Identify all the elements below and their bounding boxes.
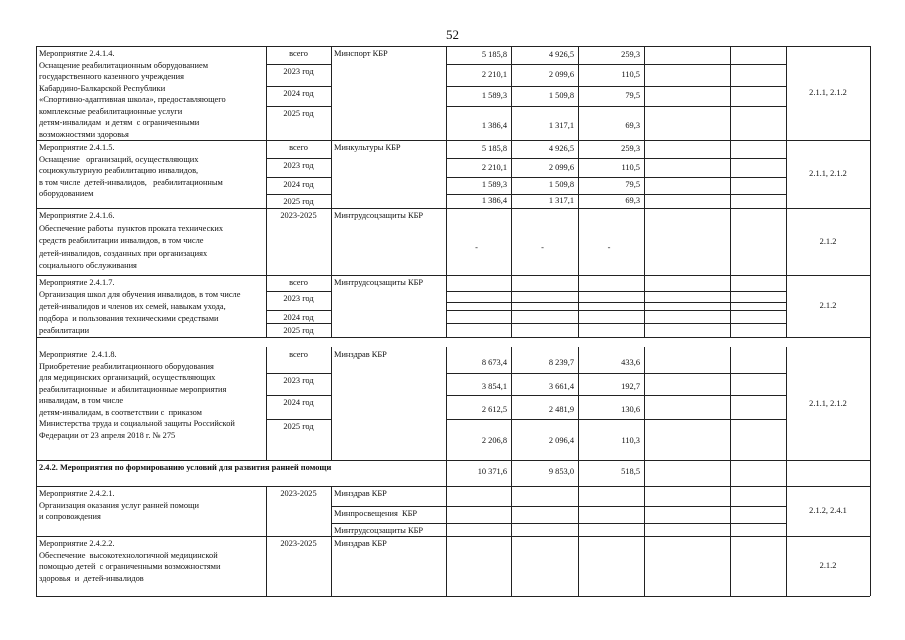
period-label: 2023-2025	[280, 539, 317, 548]
column-rule	[511, 486, 512, 536]
value-cell: 1 509,8	[548, 91, 574, 100]
column-rule	[730, 140, 731, 208]
value-row-rule	[446, 158, 786, 159]
value-cell: 130,6	[621, 405, 640, 414]
column-rule	[446, 275, 447, 337]
period-row-rule	[266, 64, 331, 65]
column-rule	[730, 208, 731, 275]
executor-label: Минтрудсоцзащиты КБР	[334, 211, 424, 220]
period-label: всего	[289, 49, 308, 58]
period-label: 2025 год	[283, 422, 314, 431]
measure-title-line: Мероприятие 2.4.2.1.	[39, 489, 115, 498]
column-rule	[331, 208, 332, 275]
measure-title-line: детей-инвалидов, созданных при организациях	[39, 248, 208, 258]
measure-title-line: Организация школ для обучения инвалидов, в том числе	[39, 290, 241, 299]
measure-title-line: здоровья и детей-инвалидов	[39, 573, 144, 583]
period-label: всего	[289, 143, 308, 152]
value-cell: 3 661,4	[548, 382, 574, 391]
value-cell: 259,3	[621, 144, 640, 153]
period-label: 2023 год	[283, 376, 314, 385]
measure-title-line: Федерации от 23 апреля 2018 г. № 275	[39, 430, 176, 440]
value-cell: 3 854,1	[481, 382, 507, 391]
column-rule	[446, 536, 447, 596]
measure-title-line: Мероприятие 2.4.1.5.	[39, 143, 115, 152]
measure-title-line: Кабардино-Балкарской Республики	[39, 83, 166, 93]
measure-title-line: «Спортивно-адаптивная школа», предоставляющего	[39, 95, 226, 104]
period-label: 2024 год	[283, 89, 314, 98]
value-cell: 2 210,1	[481, 70, 507, 79]
period-row-rule	[266, 419, 331, 420]
column-rule	[578, 275, 579, 337]
period-label: 2023-2025	[280, 211, 317, 220]
measure-title-line: помощью детей с ограниченными возможностями	[39, 562, 221, 571]
column-rule	[730, 275, 731, 337]
period-label: всего	[289, 350, 308, 359]
value-cell: 2 481,9	[548, 405, 574, 414]
measure-title-line: Оснащение организаций, осуществляющих	[39, 154, 199, 164]
value-cell: 1 589,3	[481, 91, 507, 100]
section-separator	[36, 486, 870, 487]
value-cell: 1 509,8	[548, 180, 574, 189]
value-row-rule	[446, 419, 786, 420]
measure-separator	[36, 275, 870, 276]
section-value: 10 371,6	[477, 467, 507, 476]
measure-title-line: и сопровождения	[39, 512, 101, 521]
value-row-rule	[446, 291, 786, 292]
measure-separator	[36, 536, 870, 537]
value-cell: 79,5	[625, 180, 640, 189]
period-row-rule	[266, 291, 331, 292]
measure-title-line: детям-инвалидам, в соответствии с приказом	[39, 407, 202, 417]
value-cell: 2 099,6	[548, 70, 574, 79]
executor-label: Минздрав КБР	[334, 350, 387, 359]
period-row-rule	[266, 106, 331, 107]
period-row-rule	[266, 310, 331, 311]
executor-row-rule	[331, 506, 786, 507]
value-cell: 5 185,8	[481, 144, 507, 153]
section-value: 9 853,0	[548, 467, 574, 476]
value-cell: 1 317,1	[548, 121, 574, 130]
value-cell: 69,3	[625, 196, 640, 205]
period-label: 2024 год	[283, 313, 314, 322]
column-rule	[331, 46, 332, 140]
column-rule	[644, 347, 645, 460]
column-rule	[644, 140, 645, 208]
column-rule	[511, 275, 512, 337]
table-bottom-rule	[36, 596, 870, 597]
column-rule	[578, 536, 579, 596]
column-rule	[511, 536, 512, 596]
measure-title-line: социального обслуживания	[39, 261, 137, 270]
value-cell: 8 239,7	[548, 358, 574, 367]
section-title: 2.4.2. Мероприятия по формированию условий для развития ранней помощи	[39, 463, 332, 472]
column-rule	[644, 208, 645, 275]
period-label: 2024 год	[283, 180, 314, 189]
measure-separator	[36, 208, 870, 209]
measure-title-line: средств реабилитации инвалидов, в том числе	[39, 236, 204, 245]
value-row-rule	[446, 177, 786, 178]
value-cell: 110,5	[621, 70, 640, 79]
value-cell: 110,3	[621, 436, 640, 445]
period-row-rule	[266, 86, 331, 87]
measure-title-line: Организация оказания услуг ранней помощи	[39, 500, 199, 510]
value-cell: 2 096,4	[548, 436, 574, 445]
column-rule	[644, 275, 645, 337]
measures-table	[36, 46, 870, 596]
period-label: 2025 год	[283, 326, 314, 335]
value-cell: 2 099,6	[548, 163, 574, 172]
value-row-rule	[446, 373, 786, 374]
measure-title-line: Обеспечение работы пунктов проката технических	[39, 223, 224, 233]
indicator-codes: 2.1.2	[819, 236, 837, 246]
table-top-rule	[36, 46, 870, 47]
column-rule	[446, 486, 447, 536]
measure-title-line: Мероприятие 2.4.1.6.	[39, 211, 115, 220]
value-row-rule	[446, 86, 786, 87]
section-value: 518,5	[621, 467, 640, 476]
page-number: 52	[446, 27, 459, 42]
indicator-codes: 2.1.2, 2.4.1	[809, 506, 847, 515]
value-row-rule	[446, 323, 786, 324]
value-cell: 1 317,1	[548, 196, 574, 205]
measure-title-line: для медицинских организаций, осуществляющих	[39, 373, 216, 382]
indicator-codes: 2.1.1, 2.1.2	[809, 169, 847, 178]
value-row-rule	[446, 106, 786, 107]
period-row-rule	[266, 395, 331, 396]
period-label: 2024 год	[283, 398, 314, 407]
measure-title-line: Мероприятие 2.4.2.2.	[39, 539, 115, 548]
value-cell: 8 673,4	[481, 358, 507, 367]
value-cell: -	[475, 243, 478, 252]
executor-label: Минздрав КБР	[334, 489, 387, 498]
value-cell: 4 926,5	[548, 50, 574, 59]
measure-title-line: реабилитации	[39, 326, 90, 335]
executor-label: Минкультуры КБР	[334, 143, 401, 152]
value-cell: 110,5	[621, 163, 640, 172]
indicator-codes: 2.1.2	[819, 301, 837, 310]
measure-title-line: социокультурную реабилитацию инвалидов,	[39, 166, 199, 175]
indicator-codes: 2.1.2	[819, 561, 837, 570]
value-row-rule	[446, 395, 786, 396]
measure-title-line: реабилитационные и абилитационные мероприятия	[39, 384, 227, 394]
period-label: 2025 год	[283, 197, 314, 206]
measure-separator	[36, 460, 870, 461]
measure-title-line: Мероприятие 2.4.1.7.	[39, 278, 115, 287]
value-row-rule	[446, 64, 786, 65]
measure-title-line: оборудованием	[39, 189, 94, 198]
column-rule	[331, 347, 332, 460]
value-cell: 433,6	[621, 358, 640, 367]
measure-title-line: комплексные реабилитационные услуги	[39, 106, 183, 116]
measure-title-line: Приобретение реабилитационного оборудования	[39, 361, 214, 371]
executor-label: Минспорт КБР	[334, 49, 388, 58]
value-cell: 259,3	[621, 50, 640, 59]
measure-title-line: в том числе детей-инвалидов, реабилитационным	[39, 177, 223, 187]
value-cell: 1 589,3	[481, 180, 507, 189]
period-label: всего	[289, 278, 308, 287]
table-right-rule	[870, 46, 871, 596]
column-rule	[730, 486, 731, 536]
value-cell: 2 210,1	[481, 163, 507, 172]
value-row-rule	[446, 310, 786, 311]
executor-label: Минпросвещения КБР	[334, 509, 418, 518]
column-rule	[786, 460, 787, 486]
column-rule	[644, 536, 645, 596]
measure-title-line: подбора и пользования техническими средствами	[39, 314, 219, 323]
value-cell: -	[607, 243, 611, 252]
column-rule	[730, 460, 731, 486]
value-cell: 1 386,4	[481, 196, 507, 205]
value-cell: 1 386,4	[481, 121, 507, 130]
column-rule	[644, 486, 645, 536]
measure-separator	[36, 337, 870, 338]
column-rule	[331, 486, 332, 536]
value-cell: 79,5	[625, 91, 640, 100]
value-row-rule	[446, 302, 786, 303]
period-label: 2023 год	[283, 67, 314, 76]
indicator-codes: 2.1.1, 2.1.2	[809, 398, 847, 408]
period-label: 2023-2025	[280, 489, 317, 498]
column-rule	[331, 275, 332, 337]
period-row-rule	[266, 177, 331, 178]
period-row-rule	[266, 373, 331, 374]
measure-title-line: детям-инвалидам и детям с ограниченными	[39, 118, 200, 127]
value-cell: 2 206,8	[481, 436, 507, 445]
column-rule	[730, 347, 731, 460]
value-cell: 4 926,5	[548, 144, 574, 153]
measure-title-line: инвалидам, в том числе	[39, 396, 124, 405]
column-rule	[578, 486, 579, 536]
measure-title-line: детей-инвалидов и членов их семей, навыкам ухода,	[39, 302, 226, 311]
period-label: 2025 год	[283, 109, 314, 118]
period-label: 2023 год	[283, 294, 314, 303]
measure-title-line: Оснащение реабилитационным оборудованием	[39, 60, 209, 70]
value-cell: 192,7	[621, 382, 640, 391]
column-rule	[644, 460, 645, 486]
indicator-codes: 2.1.1, 2.1.2	[809, 88, 847, 97]
measure-title-line: Мероприятие 2.4.1.4.	[39, 49, 115, 58]
period-row-rule	[266, 158, 331, 159]
executor-label: Минздрав КБР	[334, 539, 387, 548]
executor-label: Минтрудсоцзащиты КБР	[334, 278, 424, 287]
value-cell: 2 612,5	[481, 405, 507, 414]
measure-title-line: Обеспечение высокотехнологичной медицинской	[39, 550, 218, 560]
value-cell: -	[541, 243, 544, 252]
measure-title-line: возможностями здоровья	[39, 129, 129, 139]
executor-label: Минтрудсоцзащиты КБР	[334, 526, 424, 535]
column-rule	[331, 140, 332, 208]
measure-separator	[36, 140, 870, 141]
executor-row-rule	[331, 523, 786, 524]
column-rule	[730, 46, 731, 140]
period-row-rule	[266, 194, 331, 195]
period-label: 2023 год	[283, 161, 314, 170]
measure-title-line: Мероприятие 2.4.1.8.	[39, 350, 117, 359]
column-rule	[730, 536, 731, 596]
measure-title-line: Министерства труда и социальной защиты Российской	[39, 419, 235, 428]
table-left-rule	[36, 46, 37, 596]
value-cell: 69,3	[625, 121, 640, 130]
column-rule	[331, 536, 332, 596]
measure-title-line: государственного казенного учреждения	[39, 72, 184, 81]
column-rule	[644, 46, 645, 140]
value-cell: 5 185,8	[481, 50, 507, 59]
